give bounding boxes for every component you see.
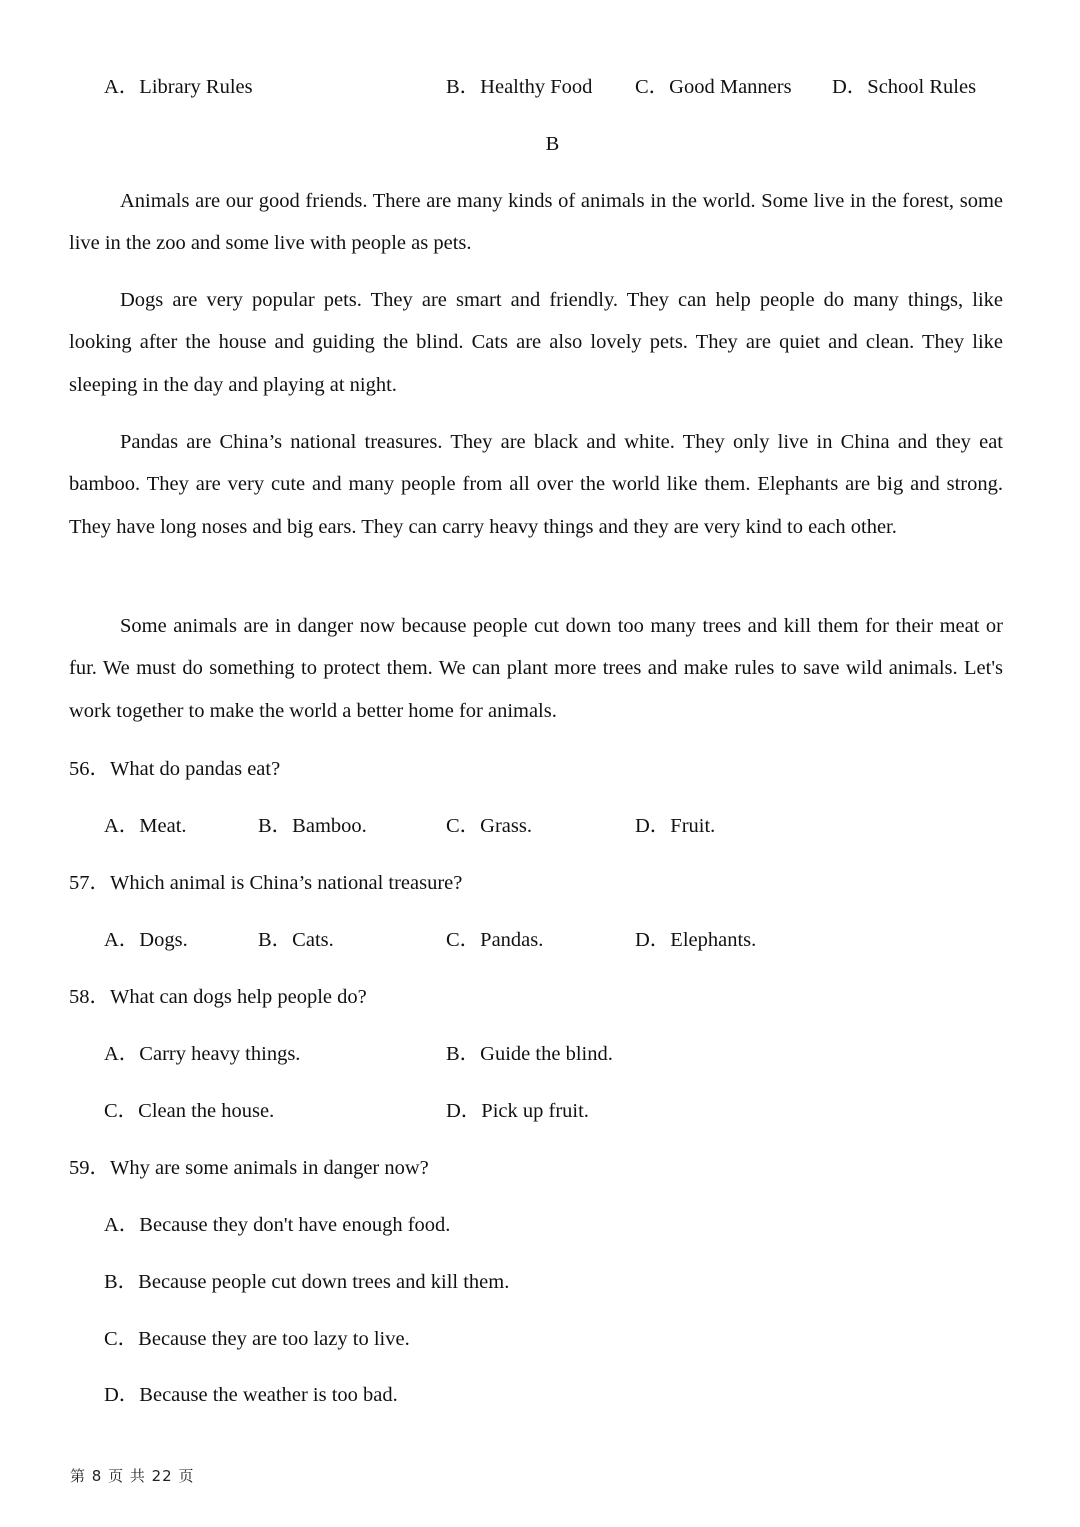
- option-d: D．Because the weather is too bad.: [104, 1384, 398, 1406]
- passage-paragraph-2: Dogs are very popular pets. They are smart and friendly. They can help people do many things, like looking after the house and guiding the blind. Cats are also lovely pets. They are quiet and clean. They like sleeping in the day and playing at night.: [69, 289, 1003, 396]
- question-59-stem: 59．Why are some animals in danger now?: [69, 1157, 429, 1179]
- option-b: B．Cats.: [258, 929, 334, 951]
- question-58-options-row-2: [0, 1097, 1080, 1125]
- option-b: B．Because people cut down trees and kill them.: [104, 1271, 510, 1293]
- prev-question-options: [0, 73, 1080, 101]
- passage-paragraph-1: Animals are our good friends. There are many kinds of animals in the world. Some live in the forest, some live in the zoo and some live with people as pets.: [69, 190, 1003, 255]
- question-58-options-row-1: [0, 1040, 1080, 1068]
- option-b: B．Healthy Food: [446, 76, 593, 98]
- page-number-footer: 第 8 页 共 22 页: [70, 1467, 195, 1485]
- option-b: B．Bamboo.: [258, 815, 367, 837]
- passage-paragraph-3: Pandas are China’s national treasures. They are black and white. They only live in China and they eat bamboo. They are very cute and many people from all over the world like them. Elephants are big and strong. They have long noses and big ears. They can carry heavy things and they are very kind to each other.: [69, 431, 1003, 538]
- option-d: D．Pick up fruit.: [446, 1100, 589, 1122]
- option-c: C．Good Manners: [635, 76, 792, 98]
- passage-paragraph-4: Some animals are in danger now because people cut down too many trees and kill them for their meat or fur. We must do something to protect them. We can plant more trees and make rules to save wild animals. Let's work together to make the world a better home for animals.: [69, 615, 1003, 722]
- option-c: C．Because they are too lazy to live.: [104, 1328, 410, 1350]
- question-58-stem: 58．What can dogs help people do?: [69, 986, 367, 1008]
- option-b: B．Guide the blind.: [446, 1043, 613, 1065]
- question-56-stem: 56．What do pandas eat?: [69, 758, 281, 780]
- option-d: D．School Rules: [832, 76, 977, 98]
- option-d: D．Elephants.: [635, 929, 757, 951]
- option-a: A．Meat.: [104, 815, 187, 837]
- option-a: A．Dogs.: [104, 929, 188, 951]
- section-label: B: [545, 133, 560, 155]
- option-d: D．Fruit.: [635, 815, 716, 837]
- option-a: A．Because they don't have enough food.: [104, 1214, 451, 1236]
- option-a: A．Carry heavy things.: [104, 1043, 301, 1065]
- option-c: C．Clean the house.: [104, 1100, 275, 1122]
- option-a: A．Library Rules: [104, 76, 253, 98]
- question-57-stem: 57．Which animal is China’s national treasure?: [69, 872, 463, 894]
- question-57-options: [0, 926, 1080, 954]
- option-c: C．Grass.: [446, 815, 532, 837]
- question-56-options: [0, 812, 1080, 840]
- option-c: C．Pandas.: [446, 929, 544, 951]
